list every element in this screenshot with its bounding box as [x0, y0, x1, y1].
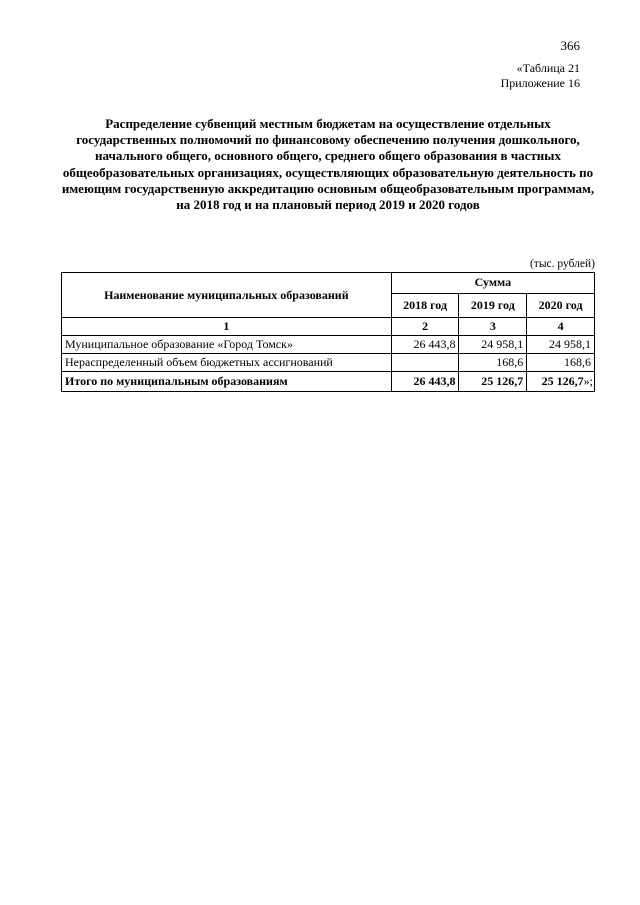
- units-label: (тыс. рублей): [529, 258, 595, 270]
- column-number-row: [62, 318, 595, 336]
- column-number: 1: [62, 318, 392, 336]
- column-number: 4: [527, 318, 595, 336]
- total-2020: [527, 372, 595, 392]
- total-2020-value: 25 126,7: [541, 374, 584, 388]
- appendix-label: Приложение 16: [500, 76, 580, 90]
- closing-quote: »;: [583, 374, 593, 388]
- value-2018: 26 443,8: [391, 336, 459, 354]
- value-2020: 168,6: [527, 354, 595, 372]
- row-name: Муниципальное образование «Город Томск»: [62, 336, 392, 354]
- header-municipality: Наименование муниципальных образований: [62, 273, 392, 318]
- value-2019: 168,6: [459, 354, 527, 372]
- header-sum: Сумма: [391, 273, 594, 294]
- header-year-2019: 2019 год: [459, 293, 527, 317]
- subvention-table: [61, 272, 595, 392]
- table-row: [62, 336, 595, 354]
- total-name: Итого по муниципальным образованиям: [62, 372, 392, 392]
- column-number: 2: [391, 318, 459, 336]
- table-label: «Таблица 21: [516, 61, 580, 75]
- document-title: Распределение субвенций местным бюджетам на осуществление отдельных государственных полномочий по финансовому обеспечению получения дошкольного, начального общего, основного общего, среднего общего образования в частных общеобразовательных организациях, осуществляющих образовательную деятельность по имеющим государственную аккредитацию основным общеобразовательным программам, на 2018 год и на плановый период 2019 и 2020 годов: [61, 116, 595, 213]
- value-2019: 24 958,1: [459, 336, 527, 354]
- header-year-2020: 2020 год: [527, 293, 595, 317]
- row-name: Нераспределенный объем бюджетных ассигнований: [62, 354, 392, 372]
- column-number: 3: [459, 318, 527, 336]
- header-year-2018: 2018 год: [391, 293, 459, 317]
- total-2019: 25 126,7: [459, 372, 527, 392]
- page-number: 366: [560, 38, 580, 53]
- table-reference: [501, 61, 580, 91]
- table-row: [62, 354, 595, 372]
- total-2018: 26 443,8: [391, 372, 459, 392]
- value-2018: [391, 354, 459, 372]
- value-2020: 24 958,1: [527, 336, 595, 354]
- total-row: [62, 372, 595, 392]
